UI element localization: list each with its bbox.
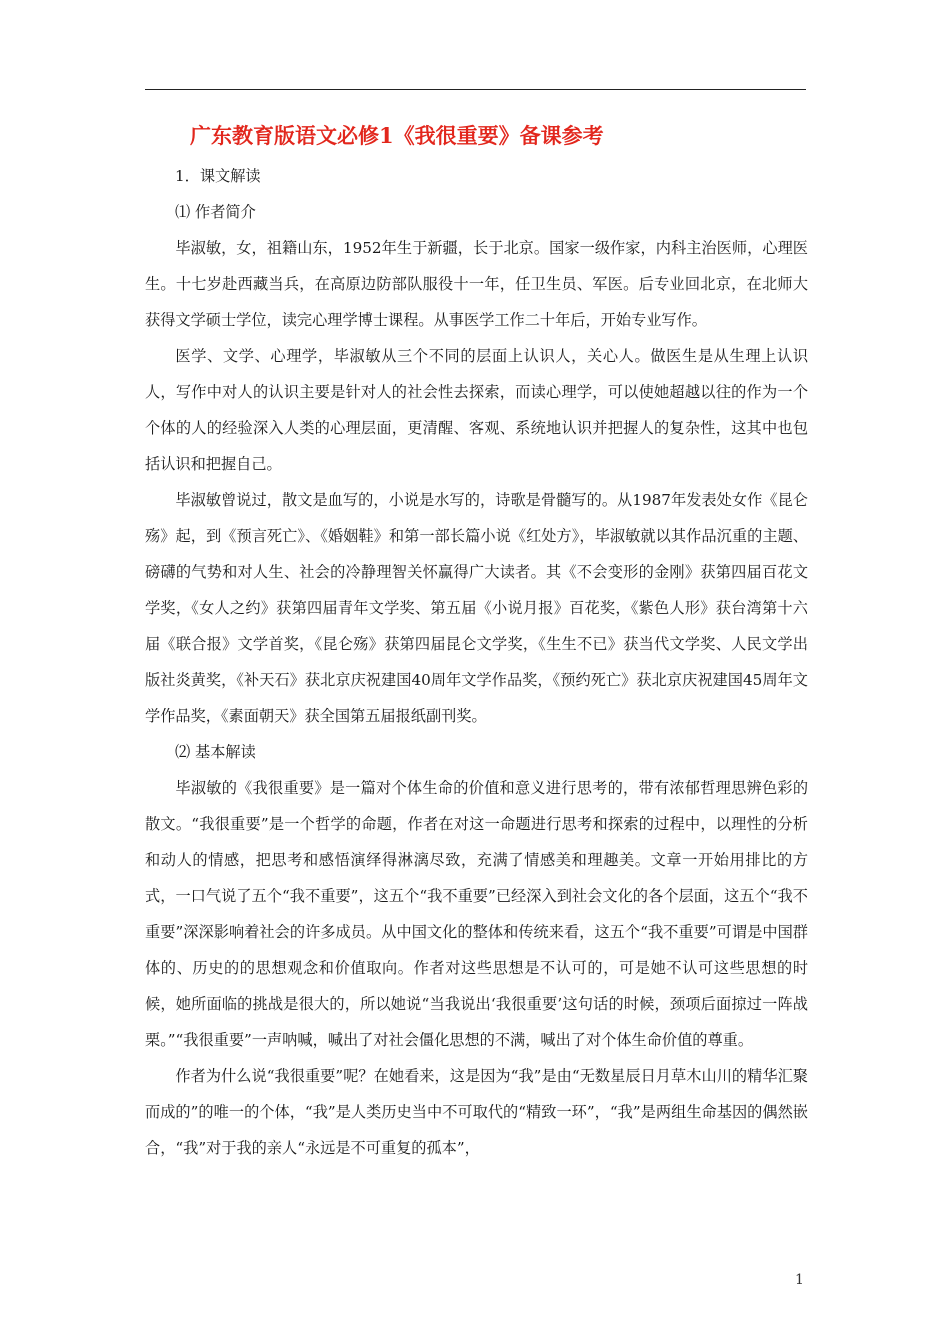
header-rule <box>145 89 806 90</box>
document-title: 广东教育版语文必修1《我很重要》备课参考 <box>190 123 604 148</box>
document-body <box>145 158 808 1166</box>
paragraph: 毕淑敏，女，祖籍山东，1952年生于新疆，长于北京。国家一级作家，内科主治医师，心理医生。十七岁赴西藏当兵，在高原边防部队服役十一年，任卫生员、军医。后专业回北京，在北师大获得文学硕士学位，读完心理学博士课程。从事医学工作二十年后，开始专业写作。 <box>145 239 808 329</box>
section-heading: ⑵ 基本解读 <box>175 743 256 761</box>
paragraph: 毕淑敏曾说过，散文是血写的，小说是水写的，诗歌是骨髓写的。从1987年发表处女作《昆仑殇》起，到《预言死亡》、《婚姻鞋》和第一部长篇小说《红处方》，毕淑敏就以其作品沉重的主题、磅礴的气势和对人生、社会的冷静理智关怀赢得广大读者。其《不会变形的金刚》获第四届百花文学奖，《女人之约》获第四届青年文学奖、第五届《小说月报》百花奖，《紫色人形》获台湾第十六届《联合报》文学首奖，《昆仑殇》获第四届昆仑文学奖，《生生不已》获当代文学奖、人民文学出版社炎黄奖，《补天石》获北京庆祝建国40周年文学作品奖，《预约死亡》获北京庆祝建国45周年文学作品奖，《素面朝天》获全国第五届报纸副刊奖。 <box>145 491 808 725</box>
paragraph: 毕淑敏的《我很重要》是一篇对个体生命的价值和意义进行思考的，带有浓郁哲理思辨色彩的散文。“我很重要”是一个哲学的命题，作者在对这一命题进行思考和探索的过程中，以理性的分析和动人的情感，把思考和感悟演绎得淋漓尽致，充满了情感美和理趣美。文章一开始用排比的方式，一口气说了五个“我不重要”，这五个“我不重要”已经深入到社会文化的各个层面，这五个“我不重要”深深影响着社会的许多成员。从中国文化的整体和传统来看，这五个“我不重要”可谓是中国群体的、历史的的思想观念和价值取向。作者对这些思想是不认可的，可是她不认可这些思想的时候，她所面临的挑战是很大的，所以她说“当我说出‘我很重要’这句话的时候，颈项后面掠过一阵战栗。”“我很重要”一声呐喊，喊出了对社会僵化思想的不满，喊出了对个体生命价值的尊重。 <box>145 779 808 1049</box>
page-number: 1 <box>795 1272 804 1288</box>
section-heading: ⑴ 作者简介 <box>175 203 256 221</box>
paragraph: 作者为什么说“我很重要”呢？在她看来，这是因为“我”是由“无数星辰日月草木山川的精华汇聚而成的”的唯一的个体，“我”是人类历史当中不可取代的“精致一环”，“我”是两组生命基因的偶然嵌合，“我”对于我的亲人“永远是不可重复的孤本”， <box>145 1067 808 1157</box>
section-heading: 1．课文解读 <box>175 167 261 185</box>
paragraph: 医学、文学、心理学，毕淑敏从三个不同的层面上认识人，关心人。做医生是从生理上认识人，写作中对人的认识主要是针对人的社会性去探索，而读心理学，可以使她超越以往的作为一个个体的人的经验深入人类的心理层面，更清醒、客观、系统地认识并把握人的复杂性，这其中也包括认识和把握自己。 <box>145 347 808 473</box>
